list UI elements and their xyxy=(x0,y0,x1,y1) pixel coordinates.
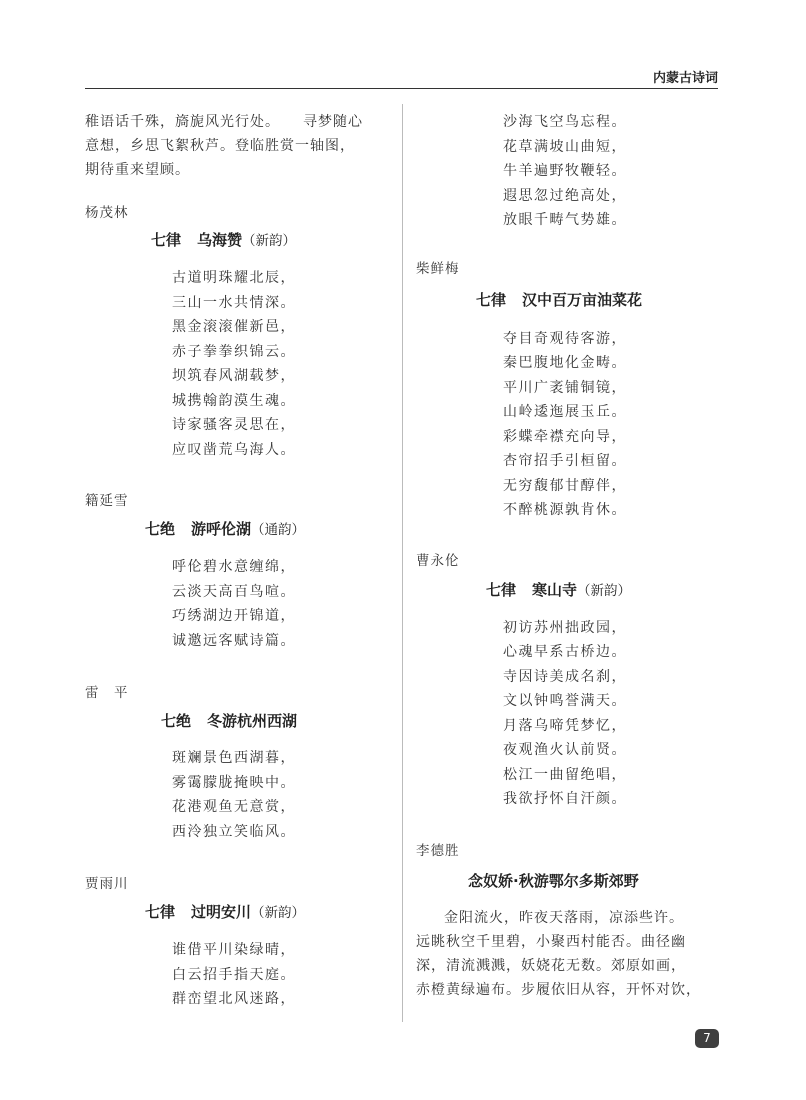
poem-line: 寺因诗美成名刹， xyxy=(503,668,627,685)
prose-line: 赤橙黄绿遍布。步履依旧从容，开怀对饮， xyxy=(416,981,701,998)
poem-line: 斑斓景色西湖暮， xyxy=(172,750,296,766)
poem-line: 白云招手指天庭。 xyxy=(172,966,296,983)
poem-line: 谁借平川染绿晴， xyxy=(172,942,296,958)
poem-line: 不醉桃源孰肯休。 xyxy=(503,502,627,518)
poem-name: 冬游杭州西湖 xyxy=(207,712,298,730)
poem-rhyme: （新韵） xyxy=(577,582,632,599)
poem-line: 遐思忽过绝高处， xyxy=(503,187,627,204)
poem xyxy=(85,203,390,462)
poem-form: 七律 xyxy=(151,231,182,249)
poem-author: 曹永伦 xyxy=(416,552,460,569)
poem-title: 念奴娇·秋游鄂尔多斯郊野 xyxy=(468,871,639,890)
poem-name: 游呼伦湖 xyxy=(191,520,252,538)
poem-title xyxy=(145,518,390,541)
poem-line: 古道明珠耀北辰， xyxy=(172,270,296,286)
poem-form: 七绝 xyxy=(145,520,176,538)
poem-line: 诗家骚客灵思在， xyxy=(172,417,296,433)
poem-line: 城携翰韵漠生魂。 xyxy=(172,392,296,409)
poem-author: 雷 平 xyxy=(85,685,129,701)
poem-title xyxy=(161,710,390,732)
poem-line: 坝筑春风湖载梦， xyxy=(172,368,296,384)
poem-line: 沙海飞空鸟忘程。 xyxy=(503,114,627,130)
poem-name: 过明安川 xyxy=(191,903,252,921)
prose-line: 稚语话千殊，旖旎风光行处。 寻梦随心 xyxy=(85,114,363,130)
poem-line: 月落乌啼凭梦忆， xyxy=(503,717,627,734)
poem-body xyxy=(172,746,390,844)
poem xyxy=(85,874,390,1012)
continued-poem xyxy=(503,110,721,233)
poem-line: 放眼千畴气势雄。 xyxy=(503,212,627,228)
poem xyxy=(416,259,721,523)
left-column xyxy=(85,110,390,1012)
poem-form: 七律 xyxy=(476,290,507,309)
poem-title xyxy=(476,289,721,311)
prose-line: 期待重来望顾。 xyxy=(85,162,190,178)
poem-author: 贾雨川 xyxy=(85,876,129,892)
poem-form: 七律 xyxy=(145,903,176,921)
poem-line: 彩蝶牵襟充向导， xyxy=(503,428,627,445)
poem-line: 三山一水共情深。 xyxy=(172,294,296,311)
poem-rhyme: （新韵） xyxy=(251,905,306,921)
continued-ci xyxy=(85,110,390,182)
poem-line: 花港观鱼无意赏， xyxy=(172,799,296,815)
poem-name: 寒山寺 xyxy=(532,580,578,599)
poem-name: 汉中百万亩油菜花 xyxy=(522,290,643,309)
prose-line: 金阳流火，昨夜天落雨，凉添些许。 xyxy=(444,909,684,926)
poem-title xyxy=(486,579,721,602)
poem-line: 牛羊遍野牧鞭轻。 xyxy=(503,163,627,179)
poem-line: 文以钟鸣誉满天。 xyxy=(503,693,627,709)
column-divider xyxy=(402,104,403,1022)
poem xyxy=(85,491,390,653)
poem-form: 七律 xyxy=(486,580,517,599)
poem-author: 李德胜 xyxy=(416,842,460,859)
poem-author: 柴鲜梅 xyxy=(416,260,460,277)
page-number: 7 xyxy=(695,1029,719,1048)
poem-line: 心魂早系古桥边。 xyxy=(503,644,627,660)
poem-line: 诚邀远客赋诗篇。 xyxy=(172,632,296,649)
poem-line: 杏帘招手引桓留。 xyxy=(503,453,627,469)
journal-title: 内蒙古诗词 xyxy=(652,71,718,86)
poem-line: 松江一曲留绝唱， xyxy=(503,766,627,783)
prose-line: 远眺秋空千里碧，小聚西村能否。曲径幽 xyxy=(416,933,686,950)
poem-line: 秦巴腹地化金畴。 xyxy=(503,355,627,371)
poem xyxy=(416,551,721,812)
poem-body xyxy=(503,327,721,523)
poem-body xyxy=(172,938,390,1012)
poem-line: 巧绣湖边开锦道， xyxy=(172,608,296,624)
poem-line: 花草满坡山曲短， xyxy=(503,138,627,155)
poem-name: 乌海赞 xyxy=(197,231,243,249)
poem-line: 雾霭朦胧掩映中。 xyxy=(172,774,296,791)
poem-line: 平川广袤铺铜镜， xyxy=(503,379,627,396)
poem-line: 初访苏州拙政园， xyxy=(503,619,627,636)
poem-line: 黑金滚滚催新邑， xyxy=(172,319,296,335)
poem-body xyxy=(503,616,721,812)
poem-author: 籍延雪 xyxy=(85,493,129,509)
header-rule xyxy=(85,88,718,89)
poem-rhyme: （新韵） xyxy=(242,233,297,249)
poem-line: 群峦望北风迷路， xyxy=(172,991,296,1007)
poem-body xyxy=(172,266,390,462)
poem-line: 呼伦碧水意缠绵， xyxy=(172,559,296,575)
ci-body xyxy=(416,906,721,1002)
poem-line: 西泠独立笑临风。 xyxy=(172,823,296,840)
poem-author: 杨茂林 xyxy=(85,205,129,221)
poem xyxy=(85,683,390,844)
ci-poem xyxy=(416,841,721,1002)
poem-line: 赤子拳拳织锦云。 xyxy=(172,343,296,360)
poem-title xyxy=(145,901,390,924)
poem-body xyxy=(172,555,390,653)
poem-line: 夺目奇观待客游， xyxy=(503,330,627,347)
poem-line: 云淡天高百鸟喧。 xyxy=(172,583,296,600)
poem-rhyme: （通韵） xyxy=(251,522,306,538)
poem-title xyxy=(151,229,390,252)
poem-line: 应叹凿荒乌海人。 xyxy=(172,441,296,458)
poem-line: 无穷馥郁甘醇伴， xyxy=(503,477,627,494)
poem-line: 夜观渔火认前贤。 xyxy=(503,742,627,758)
right-column xyxy=(416,110,721,1002)
prose-line: 深，清流溅溅，妖娆花无数。郊原如画， xyxy=(416,957,686,974)
poem-form: 七绝 xyxy=(161,712,192,730)
poem-line: 山岭逶迤展玉丘。 xyxy=(503,404,627,420)
prose-line: 意想，乡思飞絮秋芦。登临胜赏一轴图， xyxy=(85,138,355,154)
poem-line: 我欲抒怀自汗颜。 xyxy=(503,791,627,807)
